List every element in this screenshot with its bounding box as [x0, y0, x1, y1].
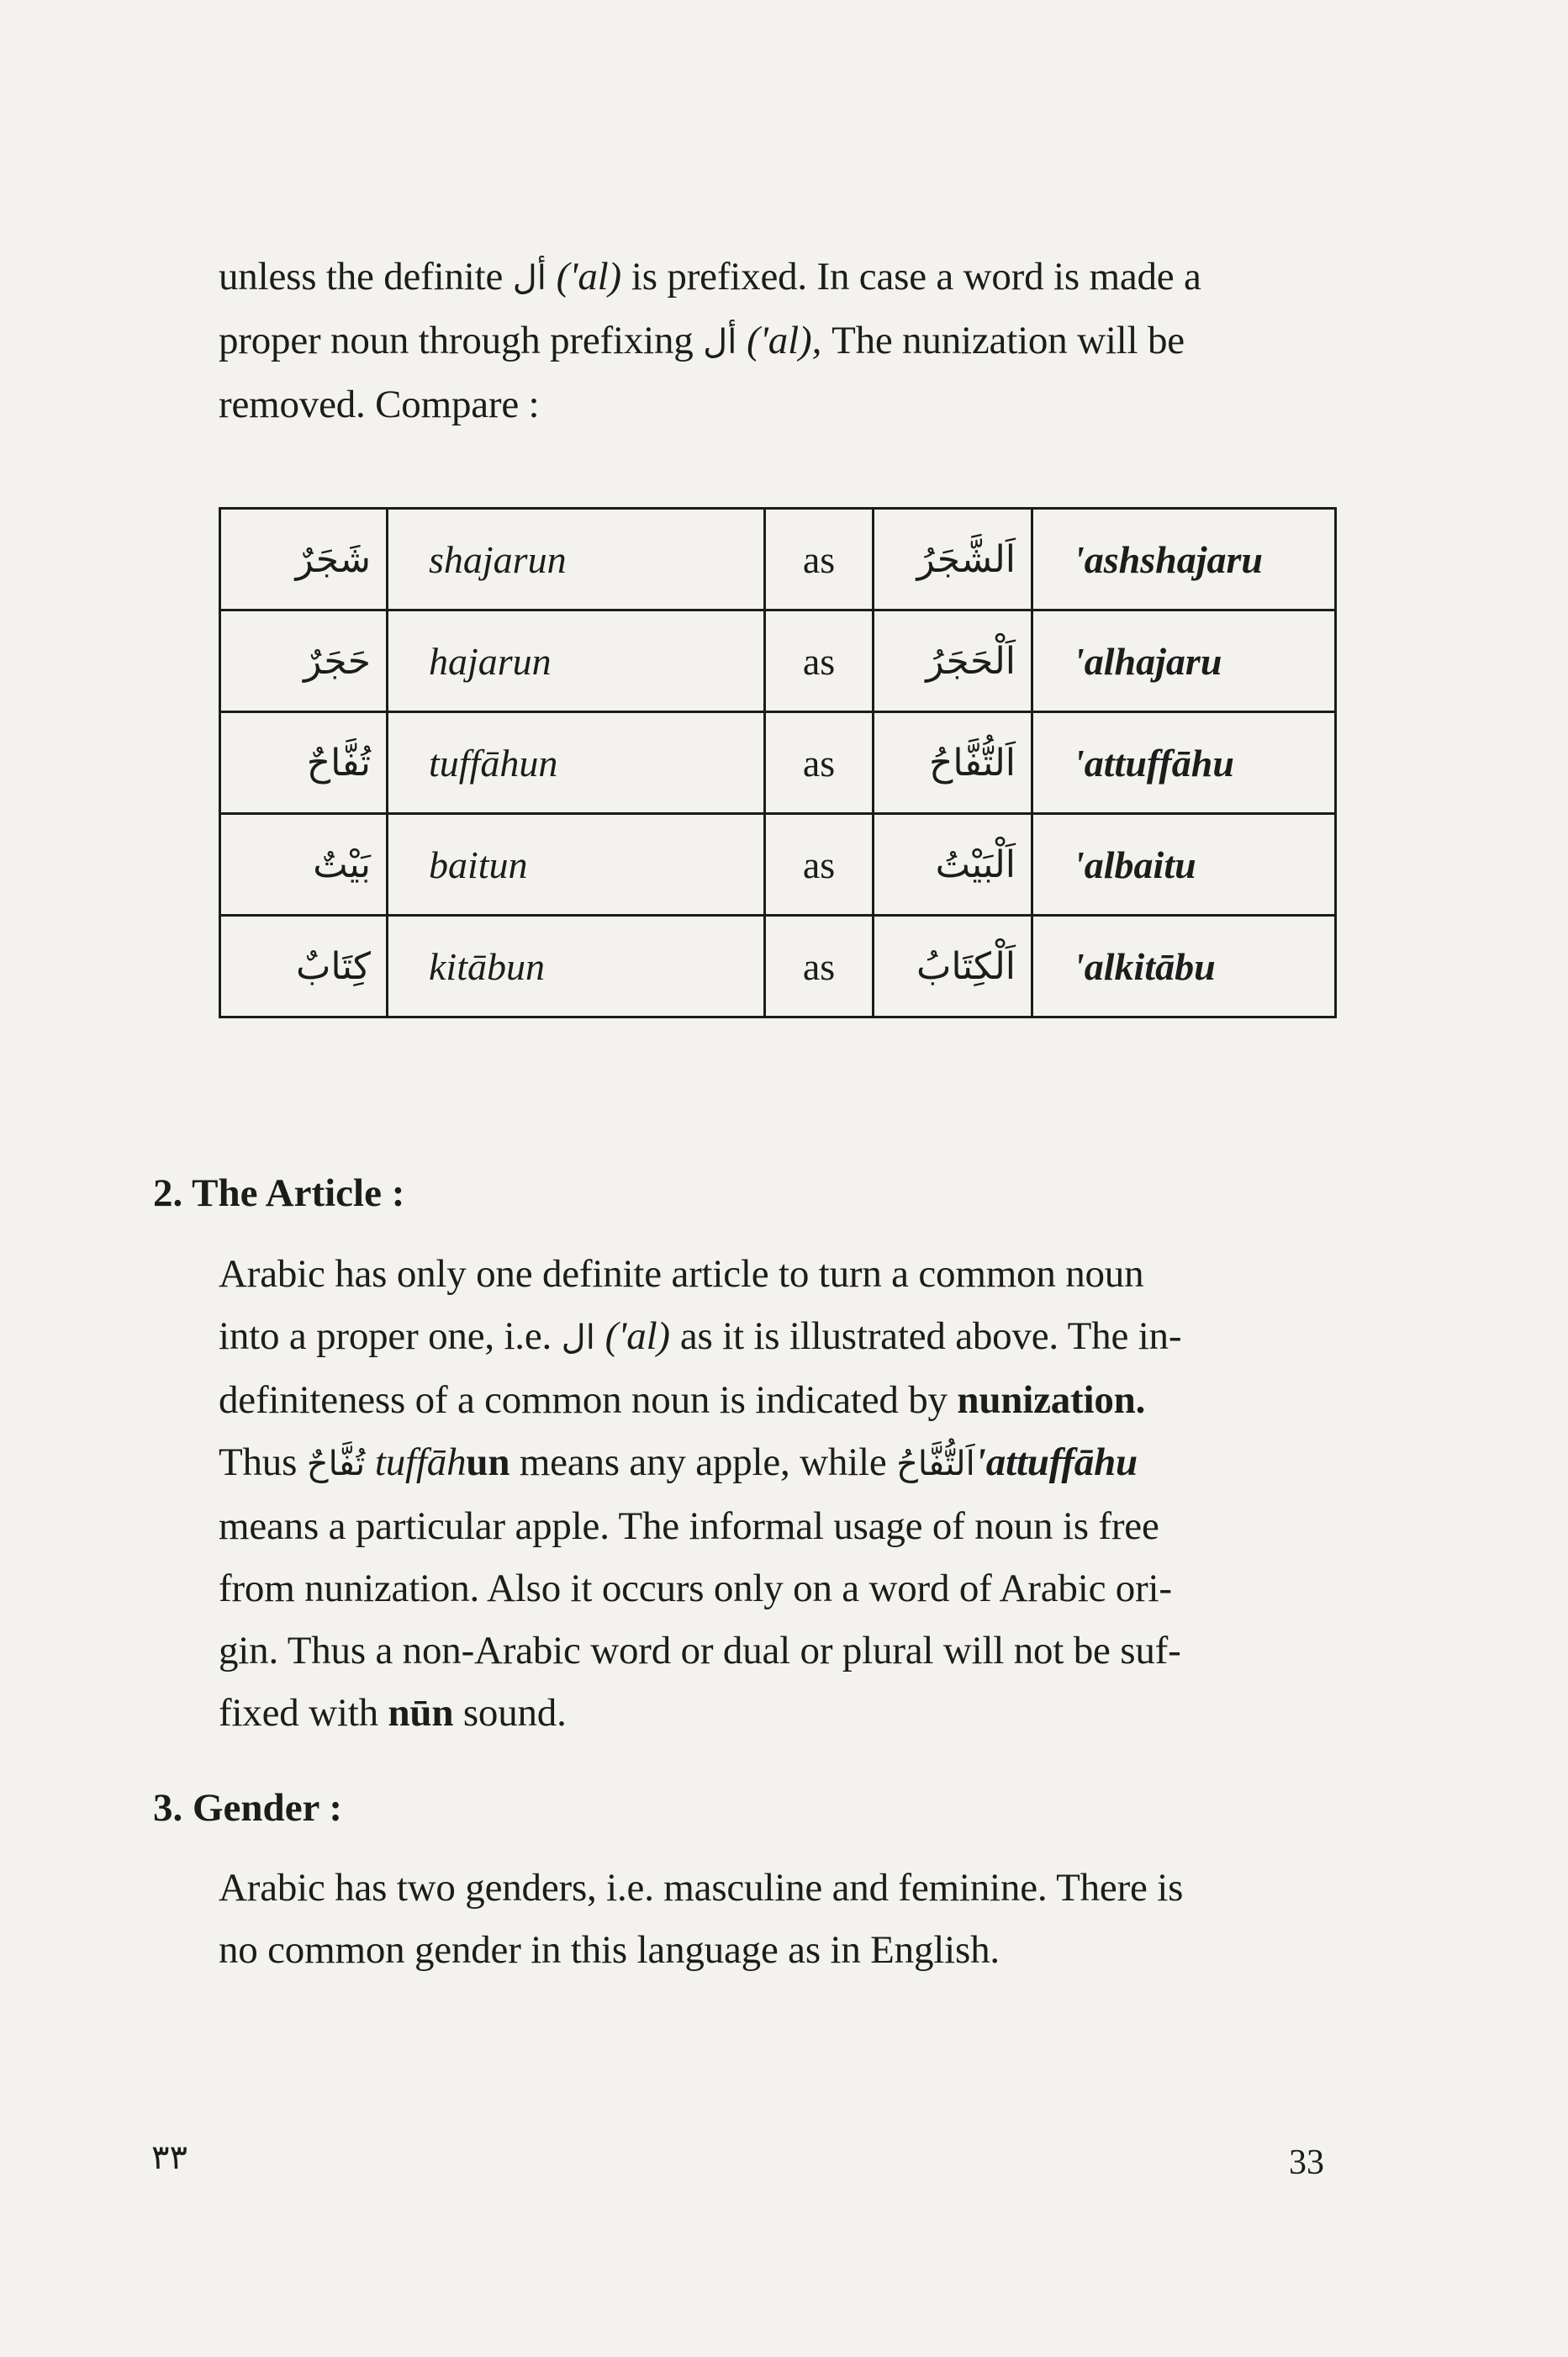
definite-arabic-cell: اَلْبَيْتُ [874, 814, 1032, 916]
table-row [220, 509, 1336, 610]
intro-paragraph [219, 246, 1337, 436]
bold-term: un [466, 1440, 510, 1484]
definite-transliteration-cell: 'alhajaru [1032, 610, 1336, 712]
indefinite-transliteration-cell: tuffāhun [388, 712, 765, 814]
text-segment: proper noun through prefixing [219, 319, 704, 362]
article-paragraph [219, 1243, 1337, 1744]
article-line-3 [219, 1369, 1337, 1431]
definite-transliteration-cell: 'albaitu [1032, 814, 1336, 916]
arabic-term: أل [512, 259, 546, 298]
indefinite-transliteration-cell: hajarun [388, 610, 765, 712]
indefinite-transliteration-cell: kitābun [388, 916, 765, 1017]
transliteration: ('al) [604, 1314, 671, 1358]
arabic-term: تُفَّاحٌ [306, 1445, 366, 1483]
arabic-term: أل [703, 323, 737, 362]
bold-term: nunization. [957, 1378, 1146, 1422]
as-cell: as [765, 610, 874, 712]
indefinite-transliteration-cell: baitun [388, 814, 765, 916]
as-cell: as [765, 509, 874, 610]
text-segment: The nunization will be [821, 319, 1185, 362]
indefinite-arabic-cell: شَجَرٌ [220, 509, 388, 610]
article-line-4 [219, 1431, 1337, 1495]
definite-transliteration-cell: 'alkitābu [1032, 916, 1336, 1017]
text-segment: means any apple, while [509, 1440, 897, 1484]
bold-term: nūn [388, 1691, 454, 1735]
section-heading-gender: 3. Gender : [153, 1786, 342, 1830]
transliteration: 'attuffāhu [974, 1440, 1138, 1484]
indefinite-transliteration-cell: shajarun [388, 509, 765, 610]
indefinite-arabic-cell: تُفَّاحٌ [220, 712, 388, 814]
intro-line-3: removed. Compare : [219, 383, 540, 426]
intro-line-1 [219, 246, 1337, 309]
definite-arabic-cell: اَلشَّجَرُ [874, 509, 1032, 610]
definite-transliteration-cell: 'ashshajaru [1032, 509, 1336, 610]
section-heading-article: 2. The Article : [153, 1171, 405, 1215]
indefinite-arabic-cell: بَيْتٌ [220, 814, 388, 916]
comparison-table [219, 507, 1337, 1018]
page-number: 33 [1289, 2143, 1324, 2182]
as-cell: as [765, 814, 874, 916]
table-row [220, 712, 1336, 814]
transliteration: ('al) [556, 255, 622, 299]
text-segment: Thus [219, 1440, 307, 1484]
definite-transliteration-cell: 'attuffāhu [1032, 712, 1336, 814]
text-segment: unless the definite [219, 255, 513, 299]
definite-arabic-cell: اَلْحَجَرُ [874, 610, 1032, 712]
as-cell: as [765, 916, 874, 1017]
article-line-8 [219, 1682, 1337, 1744]
text-segment: sound. [453, 1691, 567, 1735]
indefinite-arabic-cell: حَجَرٌ [220, 610, 388, 712]
as-cell: as [765, 712, 874, 814]
text-segment: fixed with [219, 1691, 388, 1735]
article-line-2 [219, 1305, 1337, 1369]
article-line-1: Arabic has only one definite article to turn a common noun [219, 1252, 1144, 1296]
gender-line-1: Arabic has two genders, i.e. masculine and feminine. There is [219, 1866, 1184, 1910]
article-line-6: from nunization. Also it occurs only on a word of Arabic ori- [219, 1567, 1172, 1610]
text-segment: definiteness of a common noun is indicated by [219, 1378, 958, 1422]
definite-arabic-cell: اَلْكِتَابُ [874, 916, 1032, 1017]
text-segment: is prefixed. In case a word is made a [621, 255, 1201, 299]
article-line-7: gin. Thus a non-Arabic word or dual or plural will not be suf- [219, 1629, 1181, 1673]
page-number-arabic: ٣٣ [151, 2138, 187, 2177]
transliteration: ('al), [747, 319, 822, 362]
text-segment: into a proper one, i.e. [219, 1314, 562, 1358]
gender-paragraph [219, 1857, 1337, 1981]
transliteration: tuffāh [374, 1440, 467, 1484]
gender-line-2: no common gender in this language as in English. [219, 1928, 1000, 1972]
text-segment: as it is illustrated above. The in- [670, 1314, 1182, 1358]
arabic-term: اَلتُّفَّاحُ [896, 1445, 975, 1483]
definite-arabic-cell: اَلتُّفَّاحُ [874, 712, 1032, 814]
indefinite-arabic-cell: كِتَابٌ [220, 916, 388, 1017]
table-row [220, 814, 1336, 916]
arabic-term: ال [561, 1319, 595, 1357]
table-row [220, 610, 1336, 712]
intro-line-2 [219, 309, 1337, 373]
article-line-5: means a particular apple. The informal usage of noun is free [219, 1504, 1159, 1548]
table-row [220, 916, 1336, 1017]
